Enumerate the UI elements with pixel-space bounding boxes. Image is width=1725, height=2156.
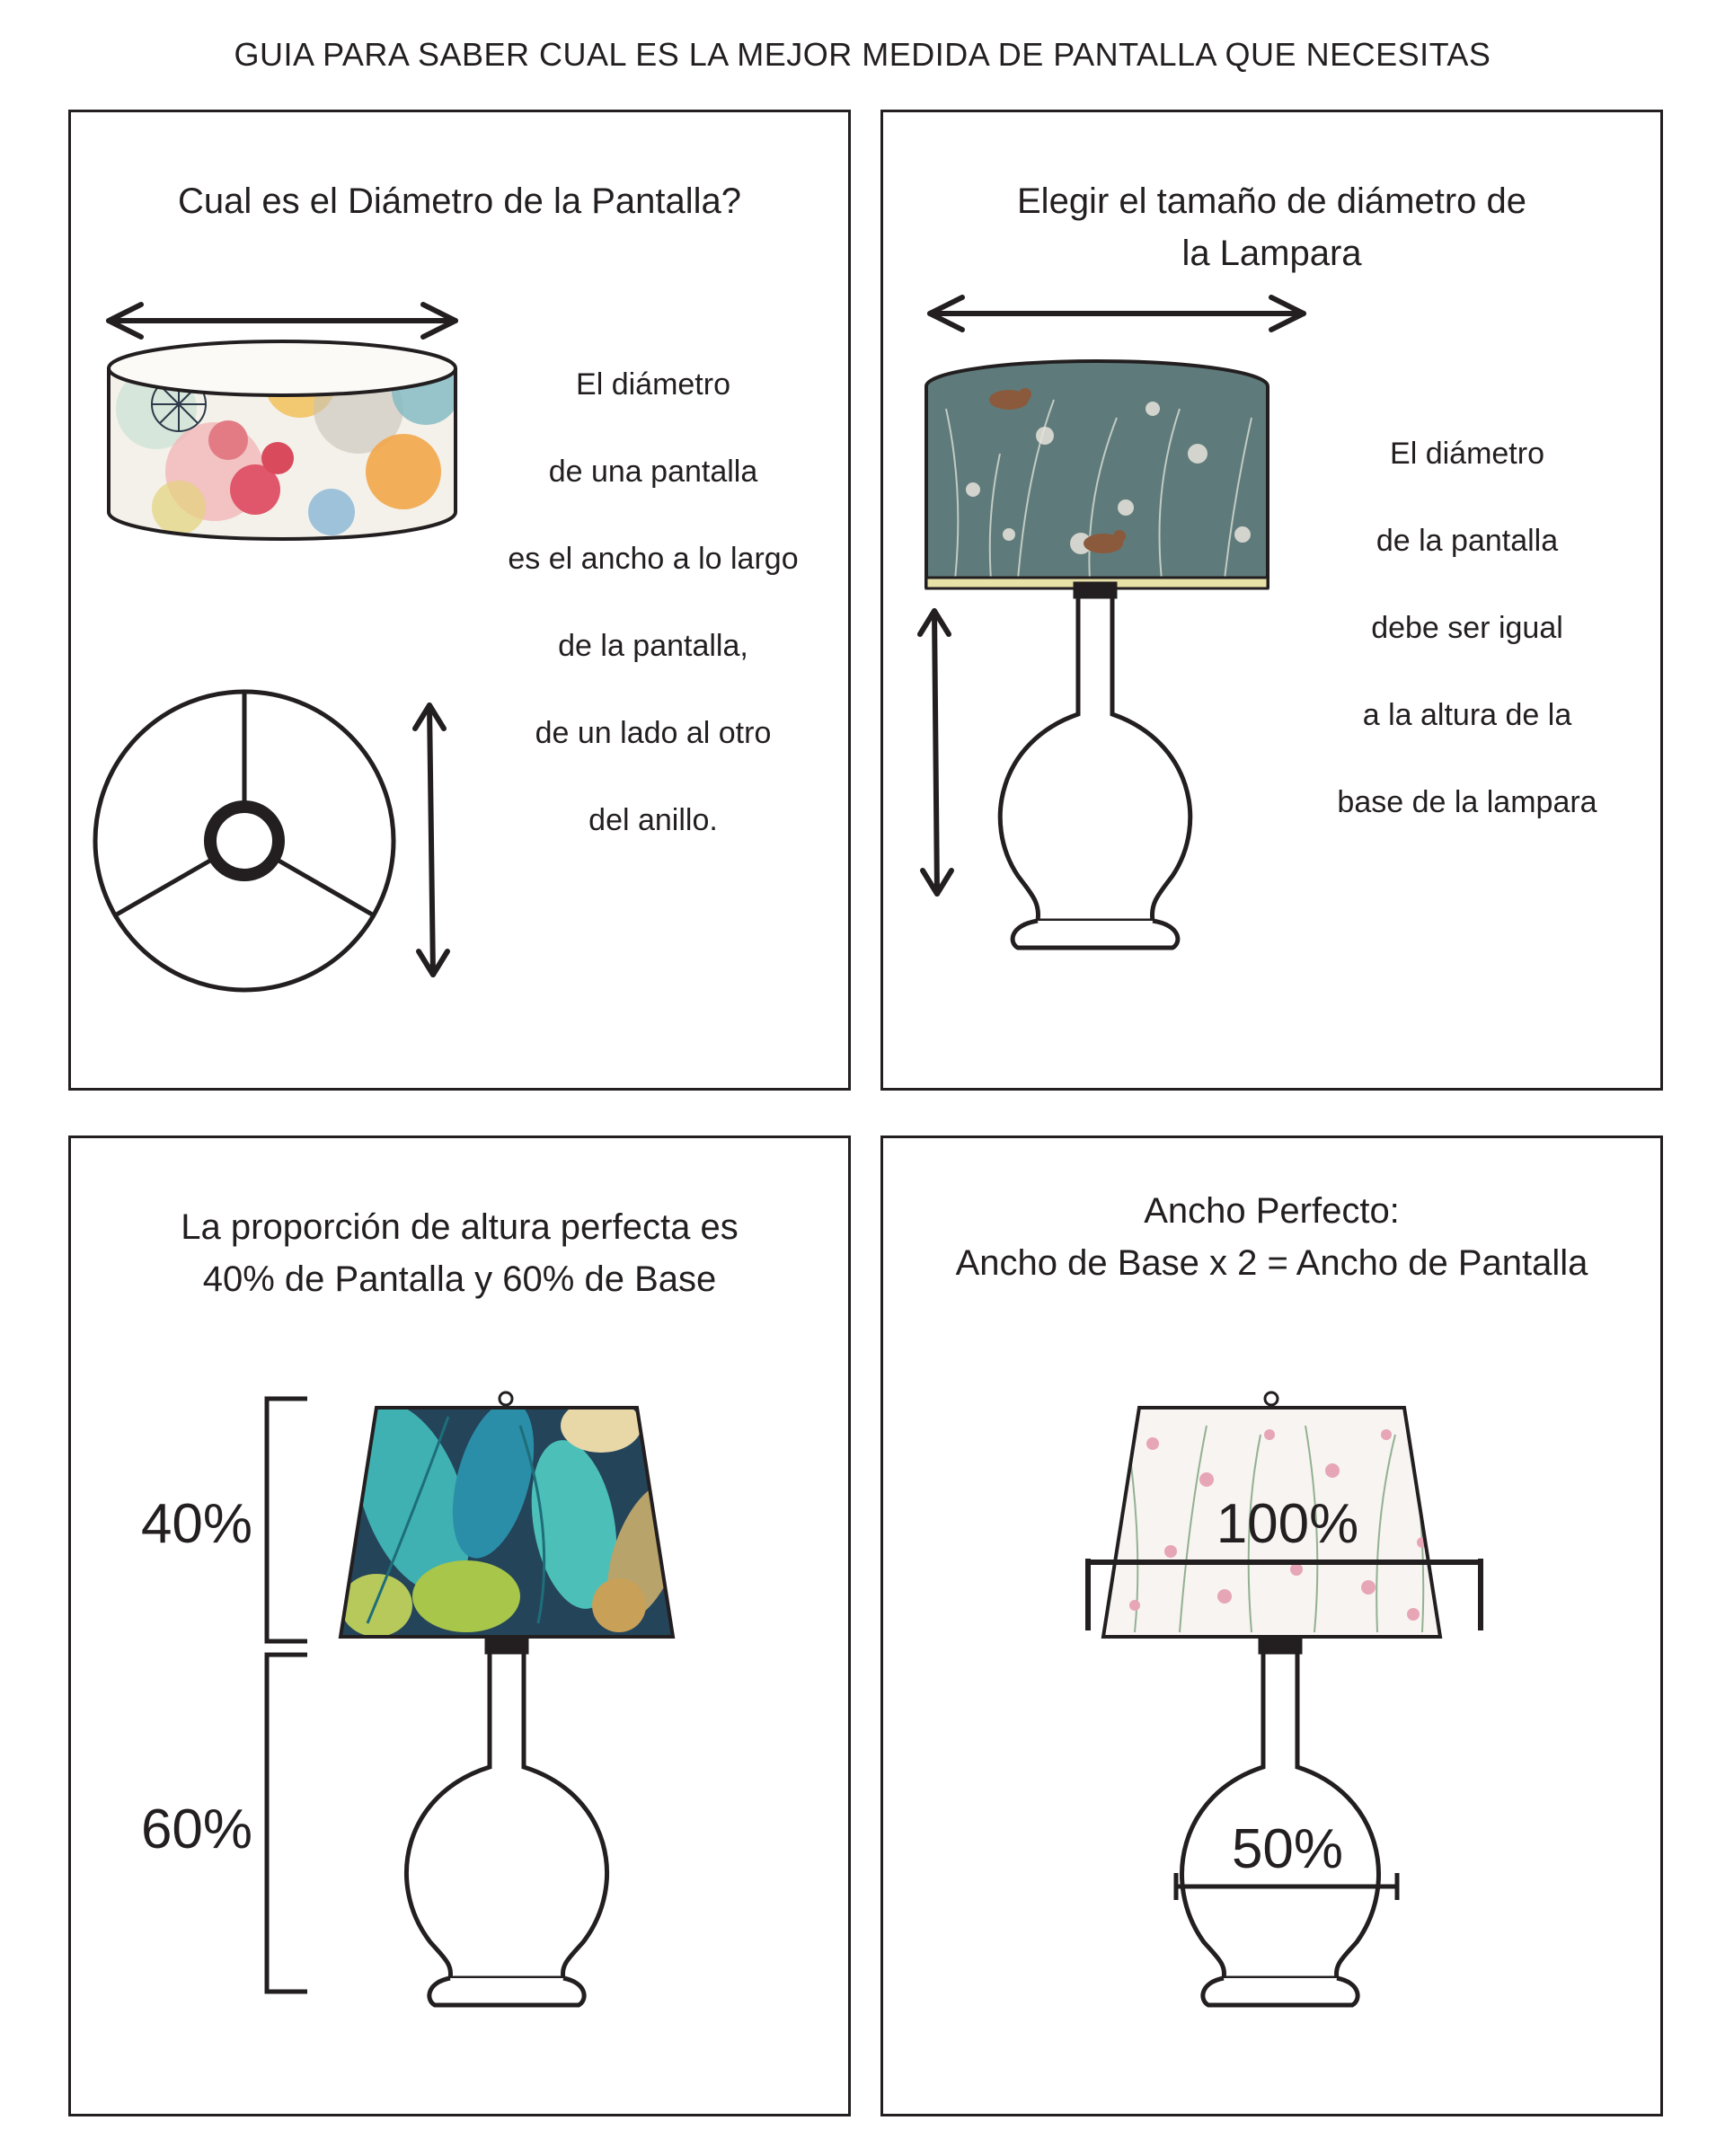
label-40-percent: 40% — [140, 1493, 253, 1555]
panel-description — [1278, 436, 1656, 871]
panel-title-line: 40% de Pantalla y 60% de Base — [202, 1259, 717, 1299]
shade-ring — [95, 692, 394, 990]
panel-height-proportion — [68, 1135, 851, 2116]
panel-lamp-diameter — [880, 110, 1663, 1091]
label-100-percent: 100% — [1216, 1493, 1359, 1555]
panel-title-line: Ancho de Base x 2 = Ancho de Pantalla — [955, 1243, 1588, 1283]
description-line: El diámetro — [1390, 437, 1544, 471]
ring-diameter-arrow — [415, 705, 447, 975]
panel-description — [473, 367, 833, 889]
panel-title-line: Cual es el Diámetro de la Pantalla? — [177, 181, 741, 221]
panel-title-line: la Lampara — [1181, 234, 1362, 273]
panel-shade-diameter — [68, 110, 851, 1091]
description-line: de una pantalla — [548, 455, 758, 489]
description-line: El diámetro — [576, 367, 730, 402]
height-proportion-illustration — [71, 1138, 851, 2116]
height-brackets — [267, 1399, 307, 1992]
description-line: de la pantalla — [1376, 524, 1559, 558]
jungle-pattern — [332, 1388, 700, 1641]
panel-perfect-width — [880, 1135, 1663, 2116]
label-60-percent: 60% — [140, 1798, 253, 1860]
width-proportion-illustration — [883, 1138, 1663, 2116]
panel-title-line: Elegir el tamaño de diámetro de — [1017, 181, 1526, 221]
page-title: GUIA PARA SABER CUAL ES LA MEJOR MEDIDA DE PANTALLA QUE NECESITAS — [234, 36, 1491, 73]
lamp-base — [1000, 584, 1190, 948]
description-line: de la pantalla, — [558, 629, 748, 663]
base-height-arrow — [920, 611, 951, 894]
lamp-base — [406, 1639, 606, 2005]
width-arrow — [109, 305, 456, 337]
description-line: de un lado al otro — [535, 716, 772, 750]
description-line: del anillo. — [588, 803, 718, 837]
panel-title-line: La proporción de altura perfecta es — [181, 1207, 739, 1247]
description-line: debe ser igual — [1371, 611, 1563, 645]
description-line: es el ancho a lo largo — [508, 542, 799, 576]
description-line: a la altura de la — [1362, 698, 1572, 732]
label-50-percent: 50% — [1231, 1818, 1344, 1880]
panel-title-line: Ancho Perfecto: — [1144, 1191, 1400, 1231]
description-line: base de la lampara — [1337, 785, 1597, 819]
birds-pattern — [919, 355, 1278, 597]
width-arrow — [930, 297, 1304, 330]
